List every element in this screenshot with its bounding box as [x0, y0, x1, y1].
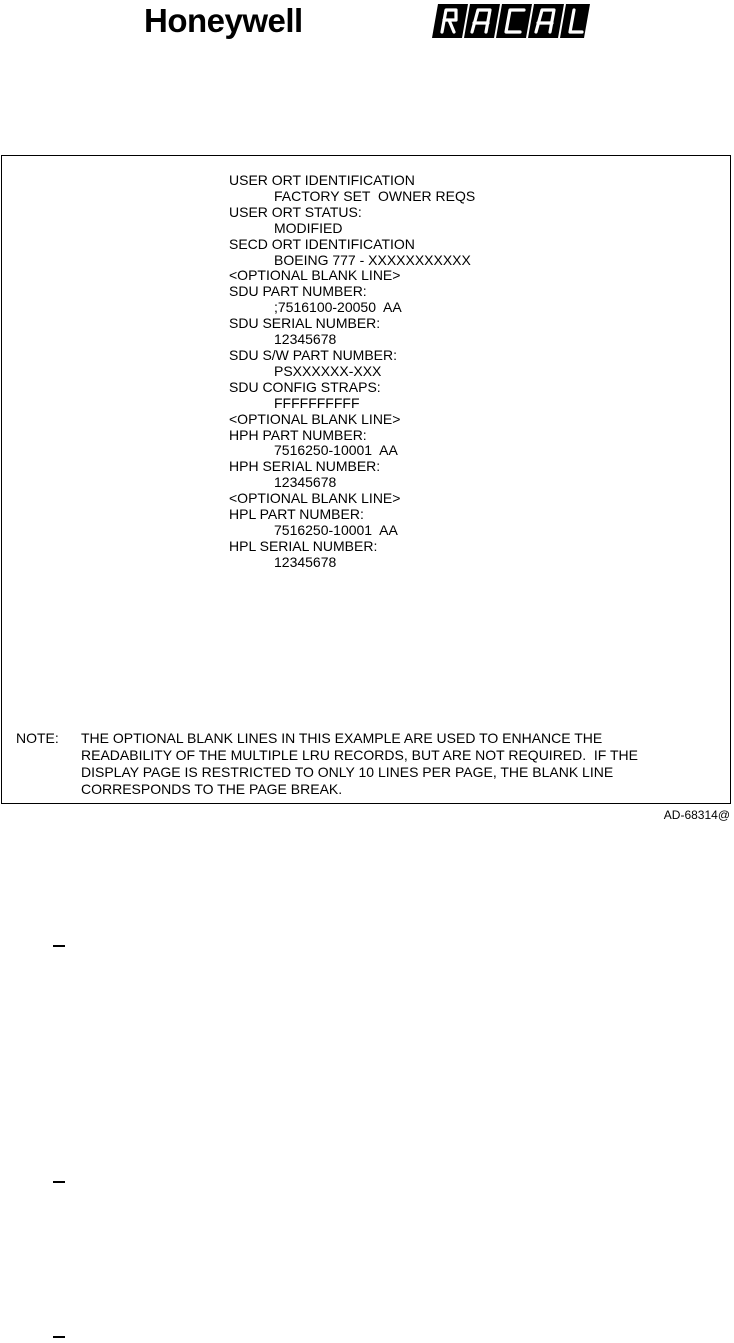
lru-record-list	[229, 173, 475, 571]
list-item: 7516250-10001 AA	[274, 442, 398, 459]
list-item: 7516250-10001 AA	[274, 521, 398, 538]
list-item: <OPTIONAL BLANK LINE>	[229, 267, 401, 284]
figure-box	[1, 155, 731, 804]
list-item: HPH SERIAL NUMBER:	[229, 458, 381, 475]
list-item: SDU SERIAL NUMBER:	[229, 315, 381, 332]
list-item: SDU S/W PART NUMBER:	[229, 346, 398, 363]
list-item: HPL SERIAL NUMBER:	[229, 537, 378, 554]
list-item: BOEING 777 - XXXXXXXXXXX	[274, 251, 471, 268]
note-text: THE OPTIONAL BLANK LINES IN THIS EXAMPLE ARE USED TO ENHANCE THE READABILITY OF THE MULTIPLE LRU RECORDS, BUT ARE NOT REQUIRED. IF THE DISPLAY PAGE IS RESTRICTED TO ONLY 10 LINES PER PAGE, THE BLANK LINE CORRESPONDS TO THE PAGE BREAK.	[81, 730, 638, 797]
list-item: SECD ORT IDENTIFICATION	[229, 235, 415, 252]
list-marker	[53, 1181, 65, 1183]
honeywell-logo: Honeywell	[144, 2, 303, 39]
list-item: FFFFFFFFFF	[274, 394, 360, 411]
list-item: USER ORT IDENTIFICATION	[229, 172, 415, 188]
list-item: 12345678	[274, 331, 337, 348]
list-item: HPH PART NUMBER:	[229, 426, 367, 443]
list-item: FACTORY SET OWNER REQS	[274, 187, 476, 204]
list-marker	[53, 1336, 65, 1338]
list-item: MODIFIED	[274, 219, 343, 236]
list-item: <OPTIONAL BLANK LINE>	[229, 410, 401, 427]
list-item: SDU PART NUMBER:	[229, 283, 367, 300]
racal-logo	[432, 4, 590, 38]
list-item: ;7516100-20050 AA	[274, 299, 402, 316]
list-item: 12345678	[274, 553, 337, 570]
list-item: USER ORT STATUS:	[229, 203, 362, 220]
list-marker	[53, 945, 65, 947]
list-item: 12345678	[274, 474, 337, 491]
note-label: NOTE:	[16, 730, 59, 746]
list-item: <OPTIONAL BLANK LINE>	[229, 490, 401, 507]
list-item: PSXXXXXX-XXX	[274, 362, 382, 379]
figure-id: AD-68314@	[663, 808, 730, 822]
list-item: HPL PART NUMBER:	[229, 506, 364, 523]
list-item: SDU CONFIG STRAPS:	[229, 378, 381, 395]
